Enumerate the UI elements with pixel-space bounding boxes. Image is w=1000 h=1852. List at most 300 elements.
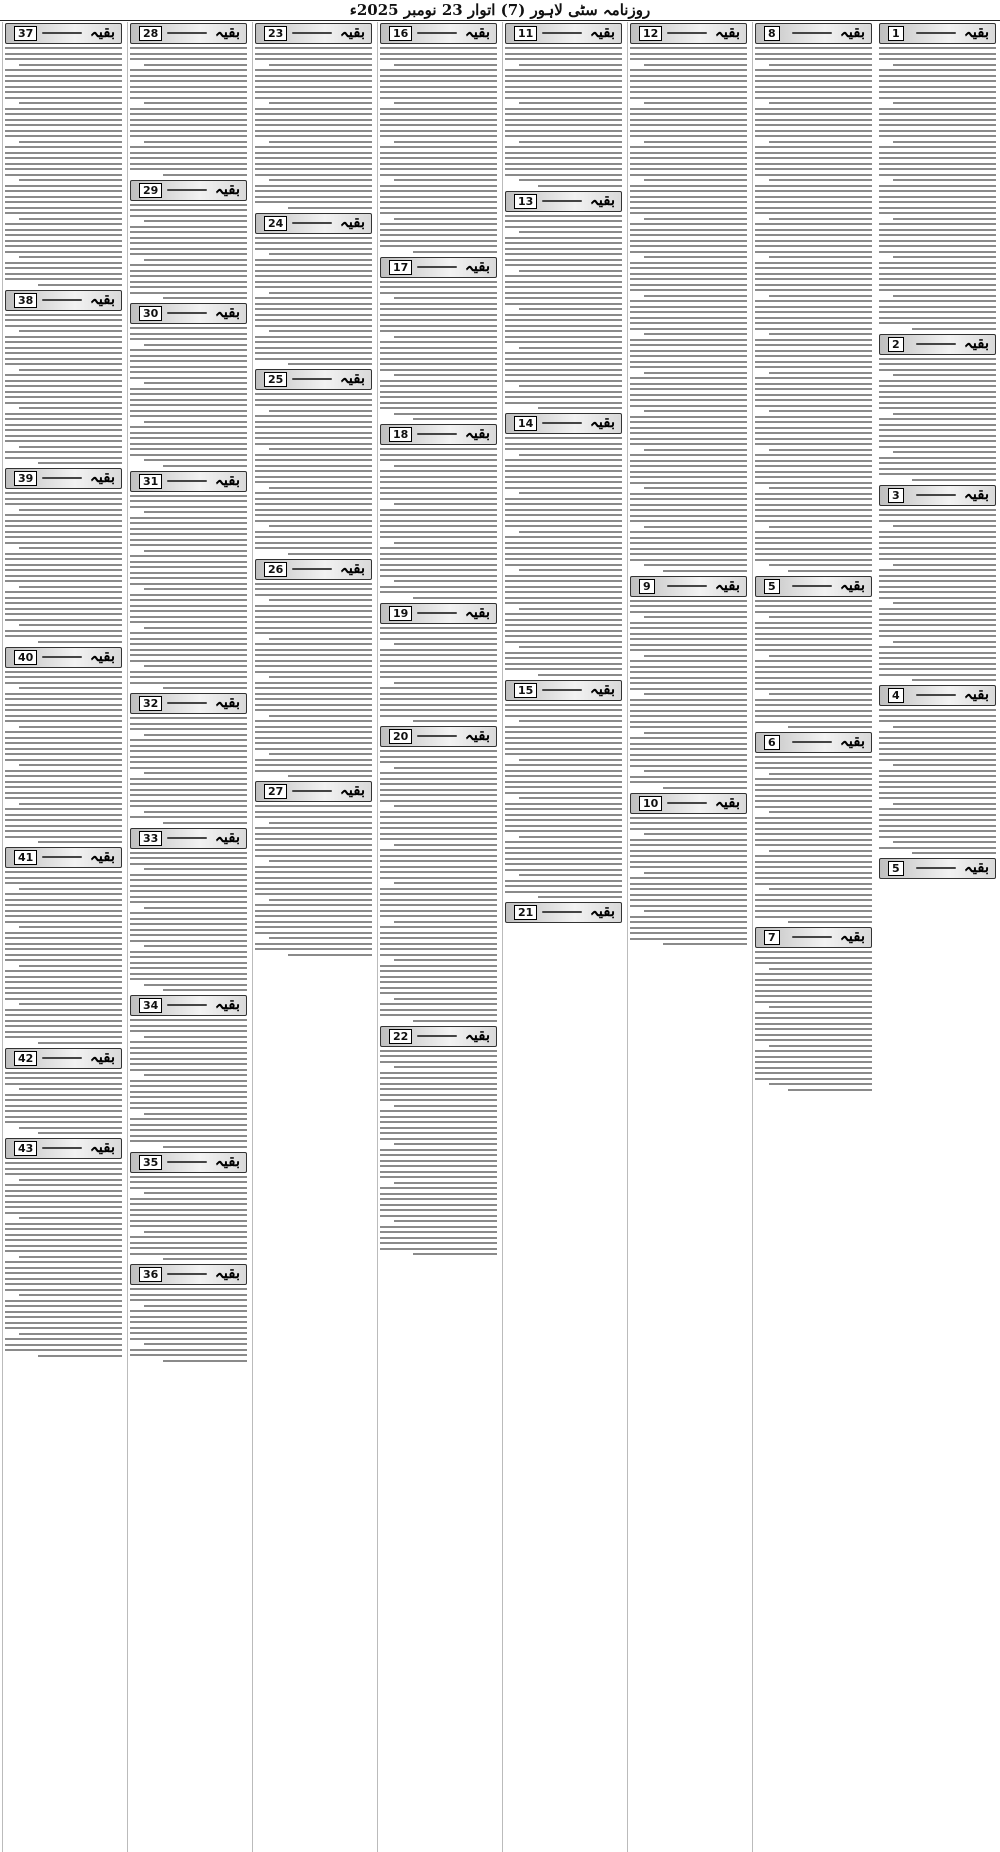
decorative-swirl: [417, 32, 457, 34]
text-line: [755, 289, 872, 291]
baqiya-header: [505, 902, 622, 923]
text-line: [380, 75, 497, 77]
text-line: [413, 597, 497, 599]
text-line: [130, 717, 247, 719]
text-line: [19, 1217, 122, 1219]
continuation-story: [5, 1048, 122, 1135]
text-line: [630, 311, 747, 313]
text-line: [879, 289, 996, 291]
story-body-text: [380, 47, 497, 253]
text-line: [755, 273, 872, 275]
text-line: [5, 520, 122, 522]
text-line: [130, 676, 247, 678]
text-line: [255, 91, 372, 93]
text-line: [130, 1338, 247, 1340]
text-line: [630, 817, 747, 819]
baqiya-word: بقیہ: [839, 927, 865, 945]
text-line: [5, 429, 122, 431]
text-line: [755, 124, 872, 126]
text-line: [879, 130, 996, 132]
text-line: [380, 514, 497, 516]
text-line: [130, 572, 247, 574]
story-body-text: [130, 717, 247, 824]
text-line: [130, 366, 247, 368]
text-line: [380, 341, 497, 343]
text-line: [380, 654, 497, 656]
text-line: [144, 102, 247, 104]
text-line: [255, 163, 372, 165]
text-line: [380, 649, 497, 651]
text-line: [879, 284, 996, 286]
text-line: [380, 245, 497, 247]
text-line: [394, 297, 497, 299]
text-line: [5, 47, 122, 49]
text-line: [519, 179, 622, 181]
decorative-swirl: [792, 585, 832, 587]
text-line: [505, 275, 622, 277]
text-line: [630, 113, 747, 115]
story-body-text: [380, 1050, 497, 1256]
story-body-text: [505, 47, 622, 187]
decorative-swirl: [916, 32, 956, 34]
text-line: [630, 861, 747, 863]
decorative-swirl: [542, 422, 582, 424]
text-line: [5, 86, 122, 88]
text-line: [380, 676, 497, 678]
text-line: [380, 358, 497, 360]
text-line: [130, 599, 247, 601]
text-line: [5, 1099, 122, 1101]
text-line: [19, 1003, 122, 1005]
baqiya-word: بقیہ: [714, 575, 740, 594]
text-line: [5, 1173, 122, 1175]
text-line: [380, 286, 497, 288]
text-line: [413, 251, 497, 253]
text-line: [5, 251, 122, 253]
continuation-story: [505, 680, 622, 899]
text-line: [130, 443, 247, 445]
text-line: [130, 528, 247, 530]
text-line: [879, 657, 996, 659]
text-line: [255, 627, 372, 629]
decorative-swirl: [792, 32, 832, 34]
text-line: [519, 569, 622, 571]
text-line: [144, 1231, 247, 1233]
text-line: [505, 391, 622, 393]
baqiya-header: [380, 1026, 497, 1047]
text-line: [130, 270, 247, 272]
text-line: [130, 1080, 247, 1082]
story-body-text: [879, 47, 996, 330]
text-line: [130, 1118, 247, 1120]
text-line: [380, 893, 497, 895]
continuation-story: [755, 576, 872, 729]
text-line: [769, 850, 872, 852]
text-line: [130, 1096, 247, 1098]
text-line: [380, 800, 497, 802]
text-line: [130, 778, 247, 780]
text-line: [755, 311, 872, 313]
baqiya-number: 23: [264, 26, 287, 41]
text-line: [380, 970, 497, 972]
text-line: [879, 97, 996, 99]
text-line: [130, 643, 247, 645]
text-line: [130, 399, 247, 401]
masthead: روزنامہ سٹی لاہور (7) اتوار 23 نومبر 2025ء: [0, 0, 1000, 21]
text-line: [130, 1181, 247, 1183]
text-line: [5, 413, 122, 415]
text-line: [130, 973, 247, 975]
text-line: [255, 871, 372, 873]
text-line: [380, 69, 497, 71]
text-line: [630, 163, 747, 165]
text-line: [630, 509, 747, 511]
text-line: [630, 921, 747, 923]
text-line: [879, 86, 996, 88]
text-line: [5, 1206, 122, 1208]
text-line: [879, 91, 996, 93]
continuation-story: [879, 685, 996, 854]
text-line: [505, 880, 622, 882]
text-line: [505, 737, 622, 739]
text-line: [130, 404, 247, 406]
text-line: [505, 465, 622, 467]
text-line: [893, 179, 996, 181]
text-line: [879, 207, 996, 209]
text-line: [130, 739, 247, 741]
text-line: [879, 819, 996, 821]
text-line: [394, 1220, 497, 1222]
text-line: [879, 391, 996, 393]
baqiya-number: 5: [888, 861, 904, 876]
text-line: [269, 753, 372, 755]
text-line: [879, 781, 996, 783]
text-line: [879, 630, 996, 632]
text-line: [144, 344, 247, 346]
text-line: [380, 303, 497, 305]
text-line: [630, 765, 747, 767]
baqiya-word: بقیہ: [589, 413, 615, 431]
text-line: [505, 536, 622, 538]
text-line: [130, 286, 247, 288]
text-line: [630, 152, 747, 154]
baqiya-number: 8: [764, 26, 780, 41]
text-line: [644, 218, 747, 220]
text-line: [644, 410, 747, 412]
text-line: [255, 146, 372, 148]
text-line: [255, 520, 372, 522]
text-line: [5, 514, 122, 516]
text-line: [538, 185, 622, 187]
text-line: [255, 443, 372, 445]
baqiya-header: [255, 781, 372, 802]
baqiya-word: بقیہ: [464, 1025, 490, 1044]
decorative-swirl: [42, 1147, 82, 1149]
text-line: [130, 1107, 247, 1109]
continuation-story: [505, 191, 622, 410]
text-line: [505, 135, 622, 137]
story-body-text: [505, 215, 622, 410]
text-line: [130, 967, 247, 969]
text-line: [394, 336, 497, 338]
text-line: [130, 940, 247, 942]
text-line: [380, 240, 497, 242]
text-line: [879, 619, 996, 621]
text-line: [255, 264, 372, 266]
continuation-story: [879, 334, 996, 481]
text-line: [755, 438, 872, 440]
text-line: [19, 1256, 122, 1258]
text-line: [879, 418, 996, 420]
baqiya-word: بقیہ: [464, 23, 490, 41]
text-line: [5, 108, 122, 110]
text-line: [130, 1332, 247, 1334]
baqiya-header: [255, 369, 372, 390]
text-line: [879, 108, 996, 110]
decorative-swirl: [916, 694, 956, 696]
continuation-story: [630, 23, 747, 572]
text-line: [879, 547, 996, 549]
continuation-story: [130, 471, 247, 690]
baqiya-number: 18: [389, 427, 412, 442]
text-line: [130, 91, 247, 93]
text-line: [630, 715, 747, 717]
text-line: [130, 750, 247, 752]
text-line: [5, 819, 122, 821]
text-line: [380, 750, 497, 752]
text-line: [879, 124, 996, 126]
text-line: [255, 693, 372, 695]
text-line: [255, 58, 372, 60]
text-line: [255, 174, 372, 176]
baqiya-number: 14: [514, 416, 537, 431]
text-line: [755, 762, 872, 764]
text-line: [413, 1020, 497, 1022]
text-line: [505, 476, 622, 478]
text-line: [644, 732, 747, 734]
continuation-story: [380, 257, 497, 421]
text-line: [5, 814, 122, 816]
text-line: [879, 569, 996, 571]
text-line: [5, 319, 122, 321]
text-line: [380, 871, 497, 873]
text-line: [5, 75, 122, 77]
text-line: [755, 611, 872, 613]
text-line: [5, 119, 122, 121]
baqiya-number: 41: [14, 850, 37, 865]
text-line: [630, 377, 747, 379]
baqiya-header: [755, 927, 872, 948]
text-line: [755, 75, 872, 77]
text-line: [380, 1014, 497, 1016]
text-line: [130, 80, 247, 82]
text-line: [130, 1349, 247, 1351]
text-line: [5, 1349, 122, 1351]
text-line: [130, 901, 247, 903]
text-line: [130, 448, 247, 450]
text-line: [505, 498, 622, 500]
text-line: [505, 402, 622, 404]
baqiya-word: بقیہ: [89, 468, 115, 486]
column-5: [377, 22, 499, 1852]
text-line: [879, 586, 996, 588]
text-line: [5, 742, 122, 744]
text-line: [130, 152, 247, 154]
story-body-text: [5, 1072, 122, 1135]
text-line: [505, 303, 622, 305]
text-line: [505, 380, 622, 382]
text-line: [755, 207, 872, 209]
text-line: [5, 223, 122, 225]
text-line: [380, 855, 497, 857]
text-line: [879, 278, 996, 280]
text-line: [380, 391, 497, 393]
text-line: [130, 885, 247, 887]
text-line: [505, 869, 622, 871]
text-line: [130, 157, 247, 159]
baqiya-word: بقیہ: [589, 679, 615, 698]
text-line: [380, 1088, 497, 1090]
text-line: [5, 1072, 122, 1074]
text-line: [255, 731, 372, 733]
text-line: [19, 1333, 122, 1335]
text-line: [630, 427, 747, 429]
text-line: [394, 1143, 497, 1145]
text-line: [5, 418, 122, 420]
text-line: [630, 383, 747, 385]
text-line: [755, 465, 872, 467]
text-line: [38, 1132, 122, 1134]
text-line: [505, 885, 622, 887]
text-line: [630, 699, 747, 701]
text-line: [19, 141, 122, 143]
text-line: [380, 525, 497, 527]
text-line: [630, 866, 747, 868]
text-line: [413, 418, 497, 420]
text-line: [755, 504, 872, 506]
text-line: [380, 638, 497, 640]
text-line: [380, 196, 497, 198]
text-line: [380, 937, 497, 939]
text-line: [505, 558, 622, 560]
text-line: [130, 962, 247, 964]
text-line: [755, 86, 872, 88]
text-line: [879, 553, 996, 555]
text-line: [130, 566, 247, 568]
text-line: [755, 682, 872, 684]
text-line: [130, 1209, 247, 1211]
decorative-swirl: [292, 32, 332, 34]
text-line: [269, 599, 372, 601]
text-line: [755, 984, 872, 986]
text-line: [255, 542, 372, 544]
text-line: [769, 218, 872, 220]
text-line: [144, 1074, 247, 1076]
text-line: [5, 904, 122, 906]
text-line: [130, 539, 247, 541]
text-line: [769, 1045, 872, 1047]
text-line: [505, 86, 622, 88]
text-line: [630, 157, 747, 159]
text-line: [130, 816, 247, 818]
baqiya-header: [755, 23, 872, 44]
continuation-story: [380, 726, 497, 1022]
text-line: [630, 350, 747, 352]
text-line: [644, 833, 747, 835]
text-line: [769, 372, 872, 374]
text-line: [755, 157, 872, 159]
text-line: [755, 542, 872, 544]
text-line: [144, 1192, 247, 1194]
text-line: [755, 328, 872, 330]
text-line: [5, 240, 122, 242]
text-line: [505, 220, 622, 222]
text-line: [130, 242, 247, 244]
text-line: [255, 687, 372, 689]
text-line: [879, 663, 996, 665]
text-line: [5, 1250, 122, 1252]
text-line: [505, 709, 622, 711]
text-line: [5, 1031, 122, 1033]
baqiya-header: [5, 23, 122, 44]
text-line: [5, 168, 122, 170]
text-line: [505, 704, 622, 706]
baqiya-number: 37: [14, 26, 37, 41]
text-line: [255, 470, 372, 472]
baqiya-word: بقیہ: [464, 602, 490, 621]
text-line: [505, 830, 622, 832]
story-body-text: [255, 805, 372, 956]
text-line: [255, 621, 372, 623]
text-line: [380, 687, 497, 689]
text-line: [380, 223, 497, 225]
text-line: [144, 772, 247, 774]
text-line: [380, 1072, 497, 1074]
text-line: [879, 591, 996, 593]
text-line: [755, 1034, 872, 1036]
text-line: [255, 130, 372, 132]
text-line: [505, 437, 622, 439]
text-line: [5, 1184, 122, 1186]
text-line: [519, 102, 622, 104]
text-line: [755, 119, 872, 121]
text-line: [5, 174, 122, 176]
text-line: [630, 520, 747, 522]
text-line: [255, 286, 372, 288]
text-line: [5, 1272, 122, 1274]
text-line: [380, 487, 497, 489]
text-line: [505, 764, 622, 766]
text-line: [505, 325, 622, 327]
text-line: [755, 660, 872, 662]
text-line: [755, 559, 872, 561]
text-line: [380, 201, 497, 203]
text-line: [5, 825, 122, 827]
text-line: [630, 899, 747, 901]
text-line: [879, 201, 996, 203]
text-line: [5, 575, 122, 577]
baqiya-header: [505, 191, 622, 212]
text-line: [380, 146, 497, 148]
text-line: [5, 775, 122, 777]
text-line: [630, 443, 747, 445]
text-line: [394, 882, 497, 884]
story-body-text: [5, 1162, 122, 1357]
text-line: [5, 1278, 122, 1280]
text-line: [755, 531, 872, 533]
text-line: [769, 1006, 872, 1008]
story-body-text: [380, 281, 497, 421]
